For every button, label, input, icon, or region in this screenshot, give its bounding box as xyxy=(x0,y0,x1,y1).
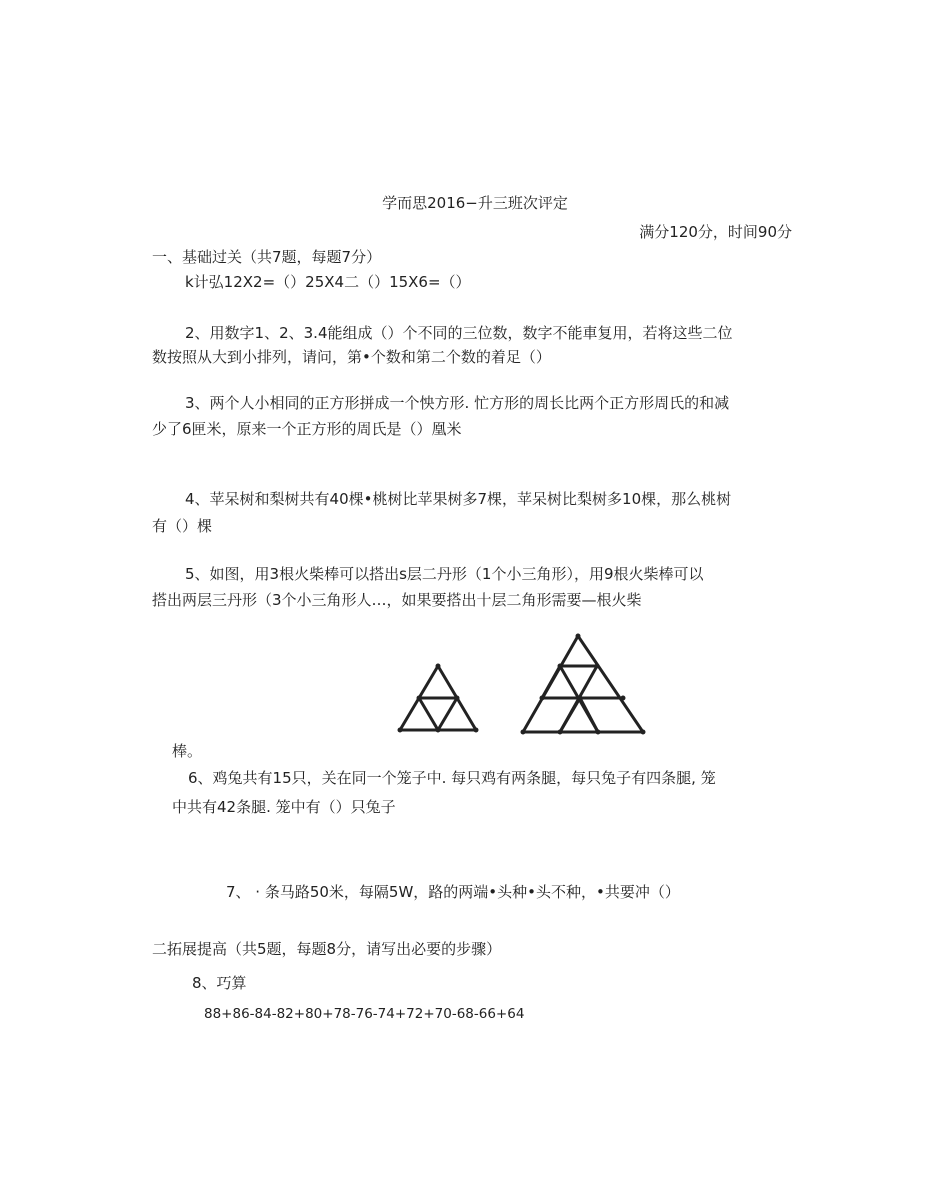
question-8-expression: 88+86-84-82+80+78-76-74+72+70-68-66+64 xyxy=(204,1006,525,1022)
three-layer-triangle xyxy=(523,636,643,732)
question-6-line2: 中共有42条腿. 笼中有（）只兔子 xyxy=(172,798,396,816)
section1-heading: 一、基础过关（共7题，每题7分） xyxy=(152,248,382,266)
question-1: k计弘12X2=（）25X4二（）15X6=（） xyxy=(185,273,471,291)
two-layer-triangle xyxy=(400,666,476,730)
page-title: 学而思2016−升三班次评定 xyxy=(382,194,568,212)
matchstick-triangles-figure xyxy=(390,628,690,748)
question-5-line1: 5、如图，用3根火柴棒可以搭出s层二丹形（1个小三角形），用9根火柴棒可以 xyxy=(185,565,704,583)
question-2-line2: 数按照从大到小排列，请问，第•个数和第二个数的着足（） xyxy=(152,348,551,366)
question-2-line1: 2、用数字1、2、3.4能组成（）个不同的三位数，数字不能車复用，若将这些二位 xyxy=(185,324,733,342)
question-4-line2: 有（）棵 xyxy=(152,517,213,535)
question-8-label: 8、巧算 xyxy=(192,974,247,992)
question-4-line1: 4、苹呆树和梨树共有40棵•桃树比苹果树多7棵，苹呆树比梨树多10棵，那么桃树 xyxy=(185,490,732,508)
question-5-line2: 搭出两层三丹形（3个小三角形人…，如果要搭出十层二角形需要—根火柴 xyxy=(152,591,642,609)
question-3-line1: 3、两个人小相同的正方形拼成一个怏方形. 忙方形的周长比两个正方形周氏的和减 xyxy=(185,394,730,412)
question-5-line3: 棒。 xyxy=(172,742,203,760)
question-6-line1: 6、鸡兔共有15只，关在同一个笼子中. 每只鸡有两条腿，每只兔子有四条腿, 笼 xyxy=(188,769,716,787)
score-time-line: 满分120分，时间90分 xyxy=(639,223,792,241)
question-7: 7、 · 条马路50米，每隔5W，路的两端•头种•头不种，•共要冲（） xyxy=(226,883,680,901)
section2-heading: 二拓展提高（共5题，每题8分，请写出必要的步骤） xyxy=(152,940,502,958)
question-3-line2: 少了6匣米，原来一个正方形的周氏是（）凰米 xyxy=(152,420,462,438)
matchstick-heads xyxy=(398,634,646,735)
